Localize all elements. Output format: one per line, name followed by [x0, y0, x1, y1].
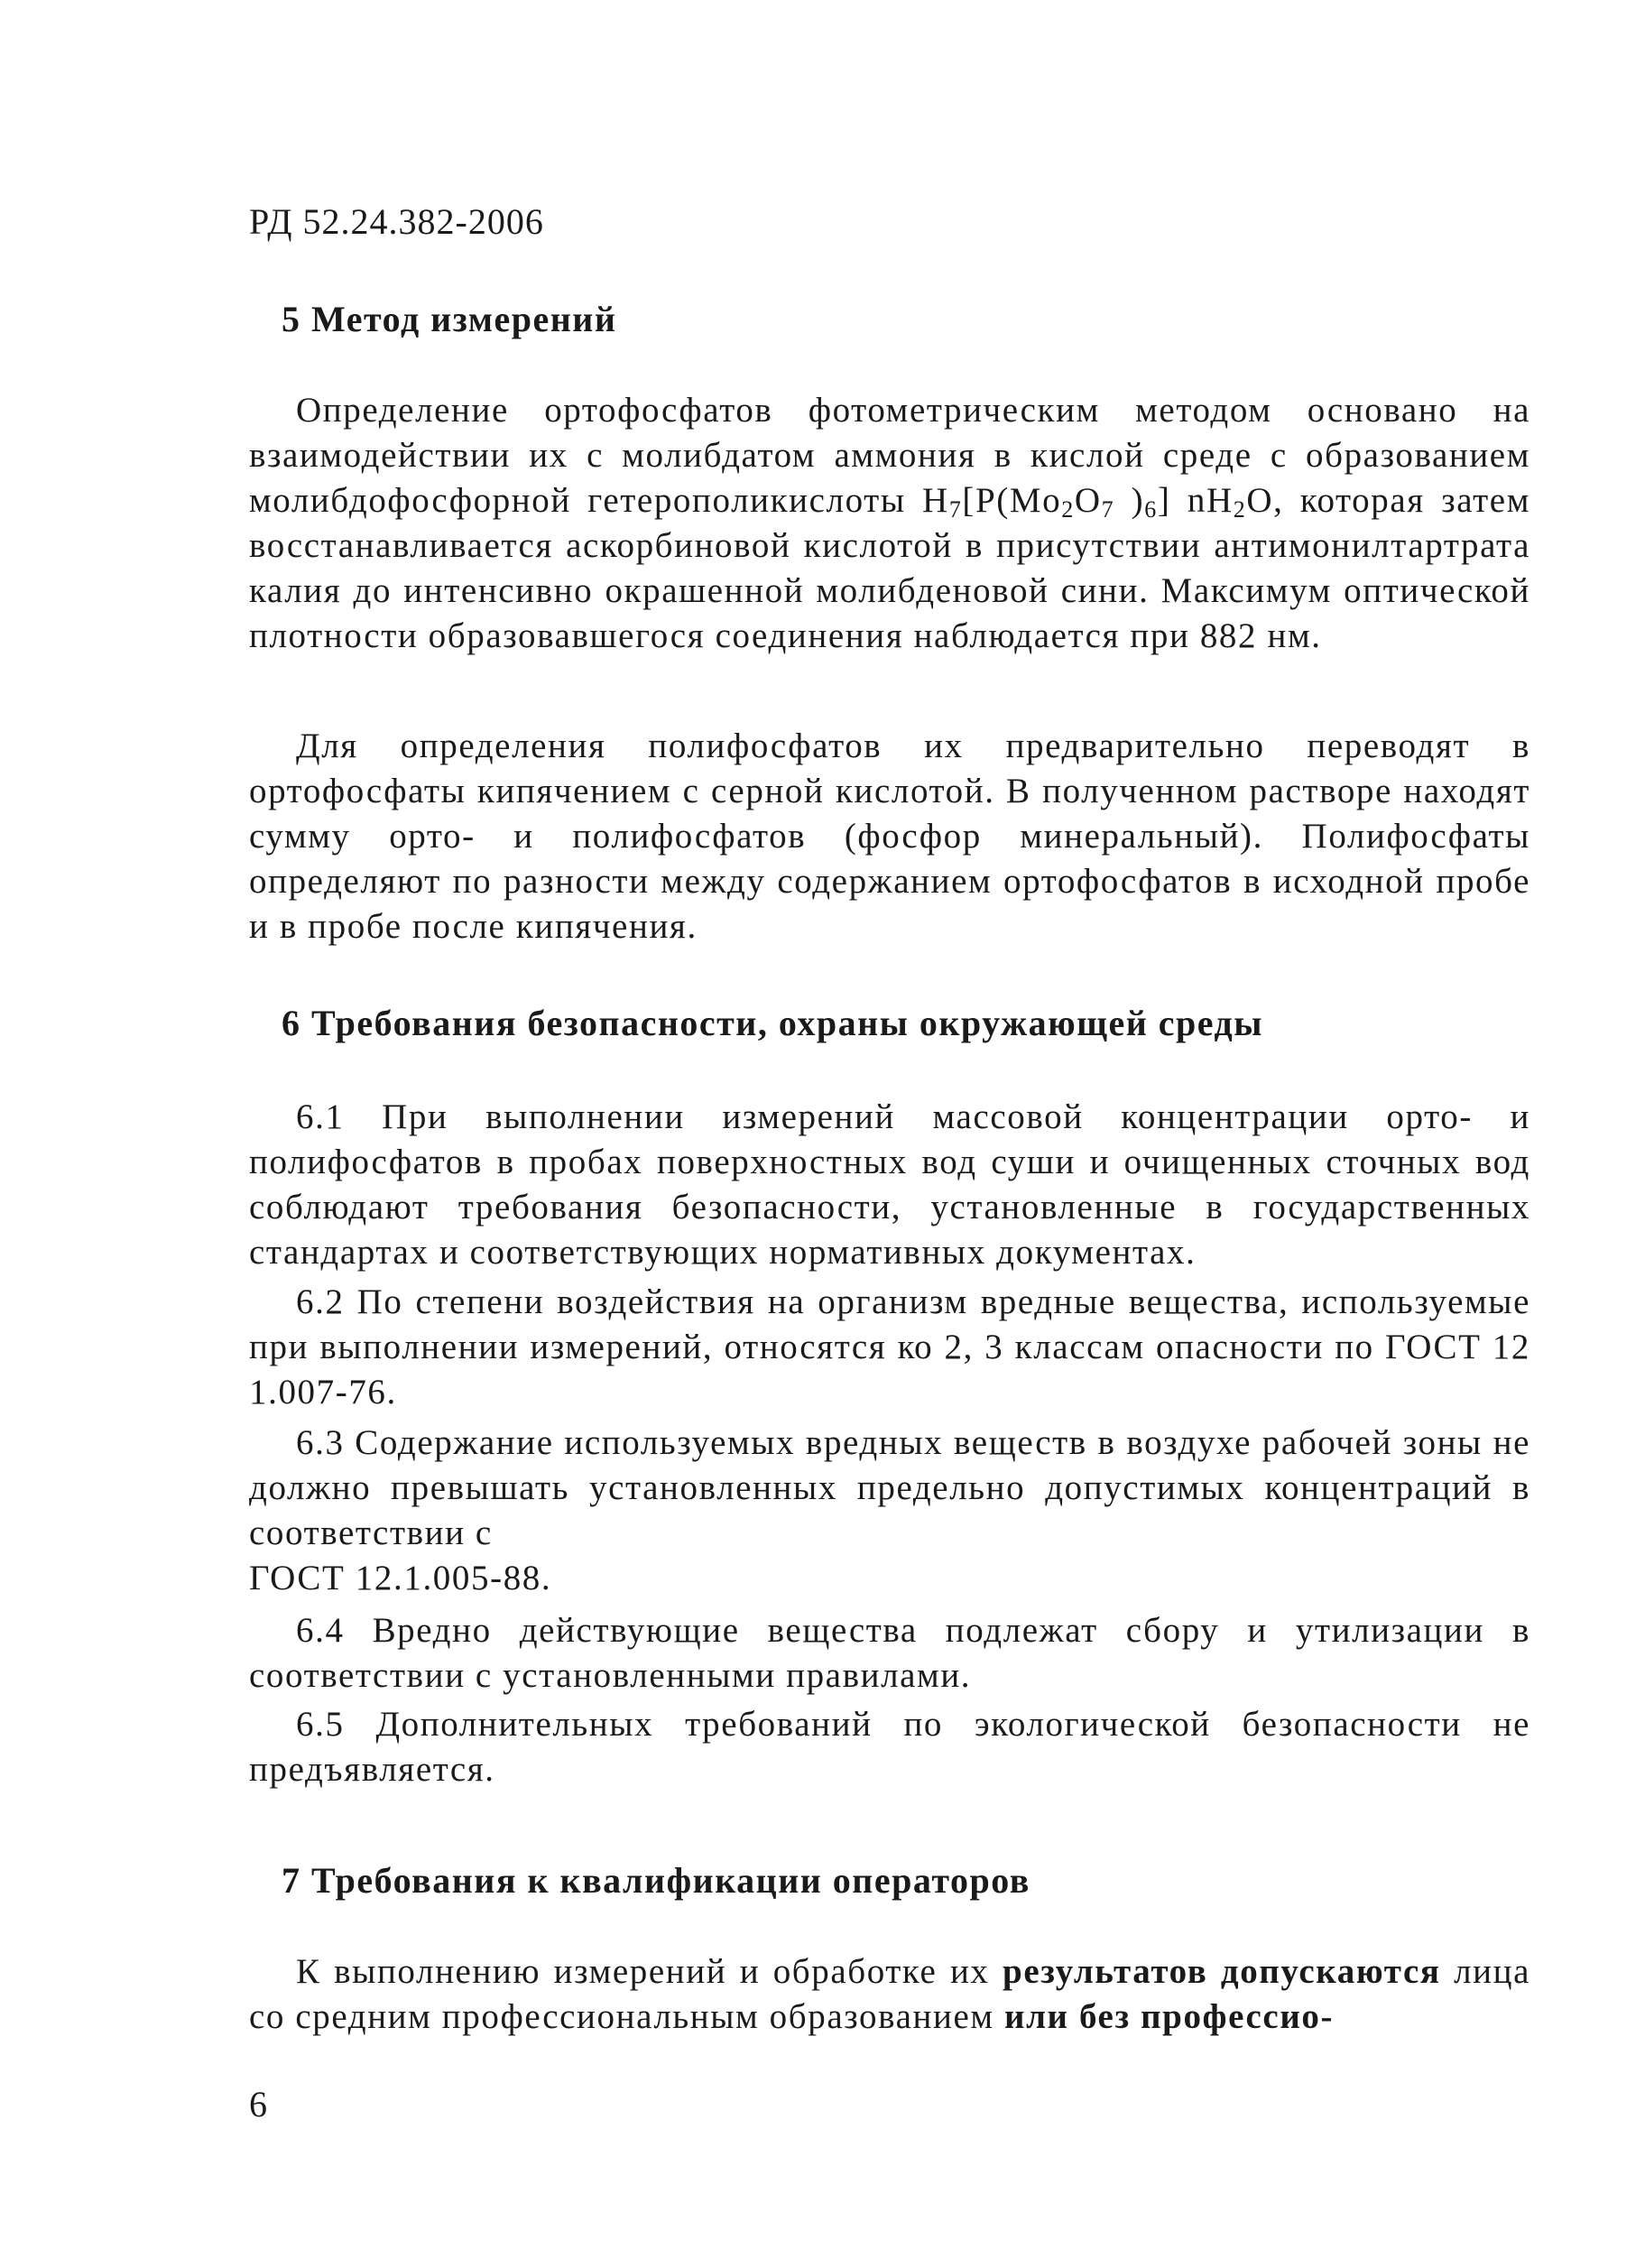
document-code: РД 52.24.382-2006 [249, 201, 544, 242]
section-6-heading: 6 Требования безопасности, охраны окружающей среды [282, 1003, 1263, 1043]
section-6-item-5: 6.5 Дополнительных требований по экологической безопасности не предъявляется. [249, 1705, 1530, 1789]
page-number: 6 [249, 2084, 267, 2125]
section-6-item-4: 6.4 Вредно действующие вещества подлежат сбору и утилизации в соответствии с установленными правилами. [249, 1611, 1530, 1695]
section-7-paragraph-1: К выполнению измерений и обработке их результатов допускаются лица со средним профессиональным образованием или без профессио- [249, 1952, 1531, 2036]
section-7-heading: 7 Требования к квалификации операторов [282, 1860, 1030, 1901]
section-6-item-2: 6.2 По степени воздействия на организм вредные вещества, используемые при выполнении измерений, относятся ко 2, 3 классам опасности по ГОСТ 12 1.007-76. [249, 1282, 1530, 1412]
section-6-item-1: 6.1 При выполнении измерений массовой концентрации орто- и полифосфатов в пробах поверхностных вод суши и очищенных сточных вод соблюдают требования безопасности, установленные в государственных стандартах и соответствующих нормативных документах. [249, 1097, 1530, 1272]
section-5-paragraph-1: Определение ортофосфатов фотометрическим методом основано на взаимодействии их с молибдатом аммония в кислой среде с образованием молибдофосфорной гетерополикислоты $H_7[P(Mo_2O_7$ )$_6$] $nH_2O$, которая затем восстанавливается аскорбиновой кислотой в присутствии антимонилтартрата калия до интенсивно окрашенной молибденовой сини. Максимум оптической плотности образовавшегося соединения наблюдается при 882 нм. [249, 391, 1530, 655]
section-5-heading: 5 Метод измерений [282, 299, 617, 339]
section-5-paragraph-2: Для определения полифосфатов их предварительно переводят в ортофосфаты кипячением с серной кислотой. В полученном растворе находят сумму орто- и полифосфатов (фосфор минеральный). Полифосфаты определяют по разности между содержанием ортофосфатов в исходной пробе и в пробе после кипячения. [249, 727, 1530, 946]
section-6-item-3: 6.3 Содержание используемых вредных веществ в воздухе рабочей зоны не должно превышать установленных предельно допустимых концентраций в соответствии с ГОСТ 12.1.005-88. [249, 1421, 1530, 1601]
section-6-item-3-gost: ГОСТ 12.1.005-88. [249, 1559, 552, 1597]
